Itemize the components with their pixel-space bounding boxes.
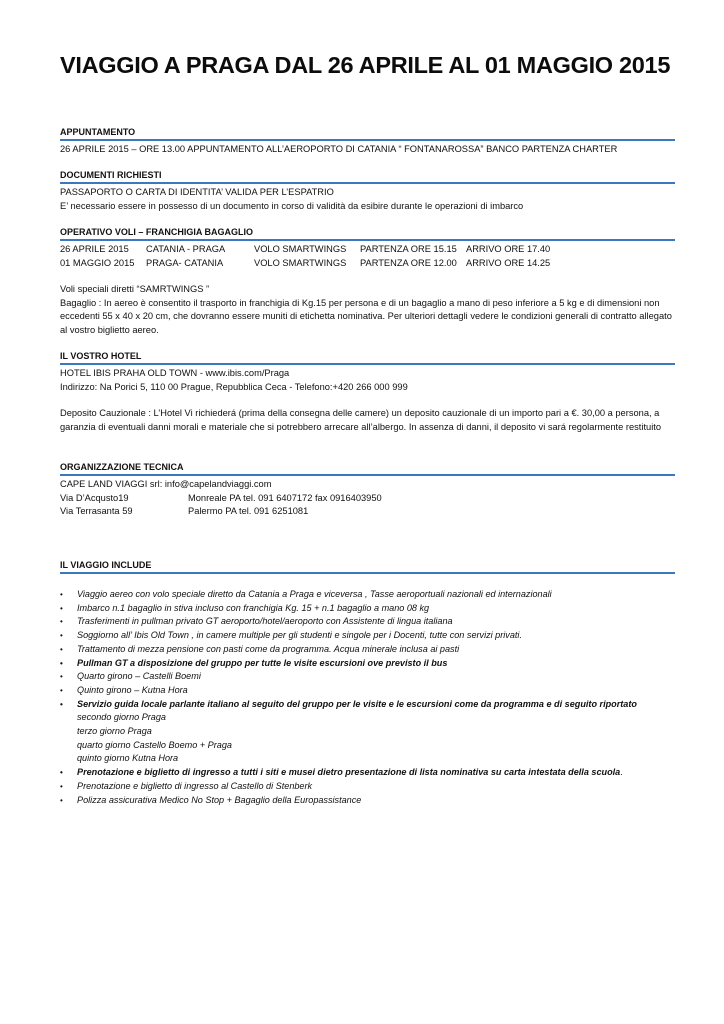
section-documenti	[60, 169, 675, 213]
agency-row	[60, 505, 675, 519]
section-appuntamento	[60, 126, 675, 157]
guide-day: terzo giorno Praga	[77, 726, 152, 737]
list-item	[60, 780, 675, 794]
section-heading: OPERATIVO VOLI – FRANCHIGIA BAGAGLIO	[60, 226, 675, 241]
agency-address: Via Terrasanta 59	[60, 506, 133, 516]
list-item-text: Viaggio aereo con volo speciale diretto da Catania a Praga e viceversa , Tasse aeroportuali nazionali ed internazionali	[77, 589, 552, 599]
list-item	[60, 629, 675, 643]
bullet-icon: •	[60, 617, 63, 627]
list-item-text: Trattamento di mezza pensione con pasti come da programma. Acqua minerale inclusa ai pasti	[77, 643, 460, 654]
bullet-icon: •	[60, 699, 63, 709]
bullet-icon: •	[60, 795, 63, 805]
agency-line: CAPE LAND VIAGGI srl: info@capelandviaggi.com	[60, 479, 272, 489]
list-item	[60, 643, 675, 657]
baggage-paragraph: Bagaglio : In aereo è consentito il trasporto in franchigia di Kg.15 per persona e di un bagaglio a mano di peso inferiore a 5 kg e di dimensioni non eccedenti 55 x 40 x 20 cm, che dovranno essere muniti di etichetta nominativa. Per ulteriori dettagli vedere le condizioni generali di contratto allegato al vostro biglietto aereo.	[60, 297, 672, 335]
section-heading: ORGANIZZAZIONE TECNICA	[60, 461, 675, 476]
list-item	[60, 670, 675, 684]
list-item-text: Soggiorno all’ Ibis Old Town , in camere multiple per gli studenti e singole per i Docenti, tutte con servizi privati.	[77, 630, 522, 641]
flight-row	[60, 243, 675, 257]
flight-date: 26 APRILE 2015	[60, 244, 129, 254]
flight-departure: PARTENZA ORE 15.15	[360, 244, 457, 254]
bullet-icon: •	[60, 685, 63, 695]
list-item-text: Prenotazione e biglietto di ingresso a tutti i siti e musei dietro presentazione di lista nominativa su carta intestata della scuola	[77, 767, 621, 778]
included-list	[60, 588, 675, 807]
bullet-icon: •	[60, 603, 63, 613]
list-item-text: Polizza assicurativa Medico No Stop + Bagaglio della Europassistance	[77, 794, 362, 805]
guide-day: quarto giorno Castello Boemo + Praga	[77, 739, 232, 750]
list-item-text: Imbarco n.1 bagaglio in stiva incluso con franchigia Kg. 15 + n.1 bagaglio a mano 08 kg	[77, 602, 430, 613]
flight-carrier: VOLO SMARTWINGS	[254, 244, 347, 254]
flight-departure: PARTENZA ORE 12.00	[360, 257, 457, 268]
list-item	[60, 684, 675, 698]
bullet-icon: •	[60, 672, 63, 682]
list-item-text: Quarto girono – Castelli Boemi	[77, 671, 201, 682]
flight-arrival: ARRIVO ORE 17.40	[466, 244, 551, 254]
bullet-icon: •	[60, 658, 63, 668]
period: .	[620, 767, 623, 778]
flight-row	[60, 257, 675, 271]
flights-note: Voli speciali diretti “SAMRTWINGS ”	[60, 284, 210, 294]
list-item	[60, 588, 675, 602]
agency-row	[60, 492, 675, 506]
list-item	[60, 657, 675, 671]
guide-day: secondo giorno Praga	[77, 712, 166, 723]
list-item	[60, 602, 675, 616]
section-organizzazione	[60, 461, 675, 519]
list-item-text: Pullman GT a disposizione del gruppo per tutte le visite escursioni ove previsto il bus	[77, 657, 448, 668]
hotel-deposit: Deposito Cauzionale : L’Hotel Vi richiederá (prima della consegna delle camere) un deposito cauzionale di un importo pari a €. 30,00 a persona, a garanzia di eventuali danni morali e materiale che si potrebbero arrecare all’albergo. In assenza di danni, il deposito vi sará regolarmente restituito	[60, 408, 662, 432]
hotel-address: Indirizzo: Na Porici 5, 110 00 Prague, Repubblica Ceca - Telefono:+420 266 000 999	[60, 381, 408, 392]
list-item-text: Prenotazione e biglietto di ingresso al Castello di Stenberk	[77, 780, 313, 791]
list-item-text: Quinto girono – Kutna Hora	[77, 684, 188, 695]
bullet-icon: •	[60, 644, 63, 654]
bullet-icon: •	[60, 631, 63, 641]
documents-line-2: E’ necessario essere in possesso di un documento in corso di validità da esibire durante le operazioni di imbarco	[60, 200, 524, 211]
list-item-text: Trasferimenti in pullman privato GT aeroporto/hotel/aeroporto con Assistente di lingua italiana	[77, 616, 453, 627]
appointment-line: 26 APRILE 2015 – ORE 13.00 APPUNTAMENTO ALL’AEROPORTO DI CATANIA “ FONTANAROSSA” BANCO PARTENZA CHARTER	[60, 144, 618, 154]
flight-route: PRAGA- CATANIA	[146, 257, 224, 268]
documents-line-1: PASSAPORTO O CARTA DI IDENTITA’ VALIDA PER L’ESPATRIO	[60, 187, 334, 197]
list-item	[60, 766, 675, 780]
section-hotel	[60, 350, 675, 434]
page-title: VIAGGIO A PRAGA DAL 26 APRILE AL 01 MAGGIO 2015	[60, 52, 671, 78]
section-include	[60, 559, 675, 574]
flights-table	[60, 243, 675, 270]
flight-route: CATANIA - PRAGA	[146, 244, 226, 254]
hotel-name: HOTEL IBIS PRAHA OLD TOWN - www.ibis.com/Praga	[60, 368, 290, 378]
section-heading: DOCUMENTI RICHIESTI	[60, 169, 675, 184]
flight-arrival: ARRIVO ORE 14.25	[466, 257, 551, 268]
flight-carrier: VOLO SMARTWINGS	[254, 257, 347, 268]
bullet-icon: •	[60, 590, 63, 599]
agency-address: Via D’Acqusto19	[60, 492, 129, 503]
agency-contact: Palermo PA tel. 091 6251081	[188, 506, 309, 516]
list-item-text: Servizio guida locale parlante italiano al seguito del gruppo per le visite e le escursioni come da programma e di seguito riportato	[77, 698, 637, 709]
guide-day: quinto giorno Kutna Hora	[77, 753, 179, 764]
bullet-icon: •	[60, 781, 63, 791]
list-item	[60, 794, 675, 808]
list-item	[60, 698, 675, 767]
section-heading: APPUNTAMENTO	[60, 126, 675, 141]
section-voli	[60, 226, 675, 337]
bullet-icon: •	[60, 768, 63, 778]
list-item	[60, 615, 675, 629]
agency-contact: Monreale PA tel. 091 6407172 fax 0916403950	[188, 492, 382, 503]
flight-date: 01 MAGGIO 2015	[60, 257, 135, 268]
section-heading: IL VIAGGIO INCLUDE	[60, 559, 675, 574]
section-heading: IL VOSTRO HOTEL	[60, 350, 675, 365]
